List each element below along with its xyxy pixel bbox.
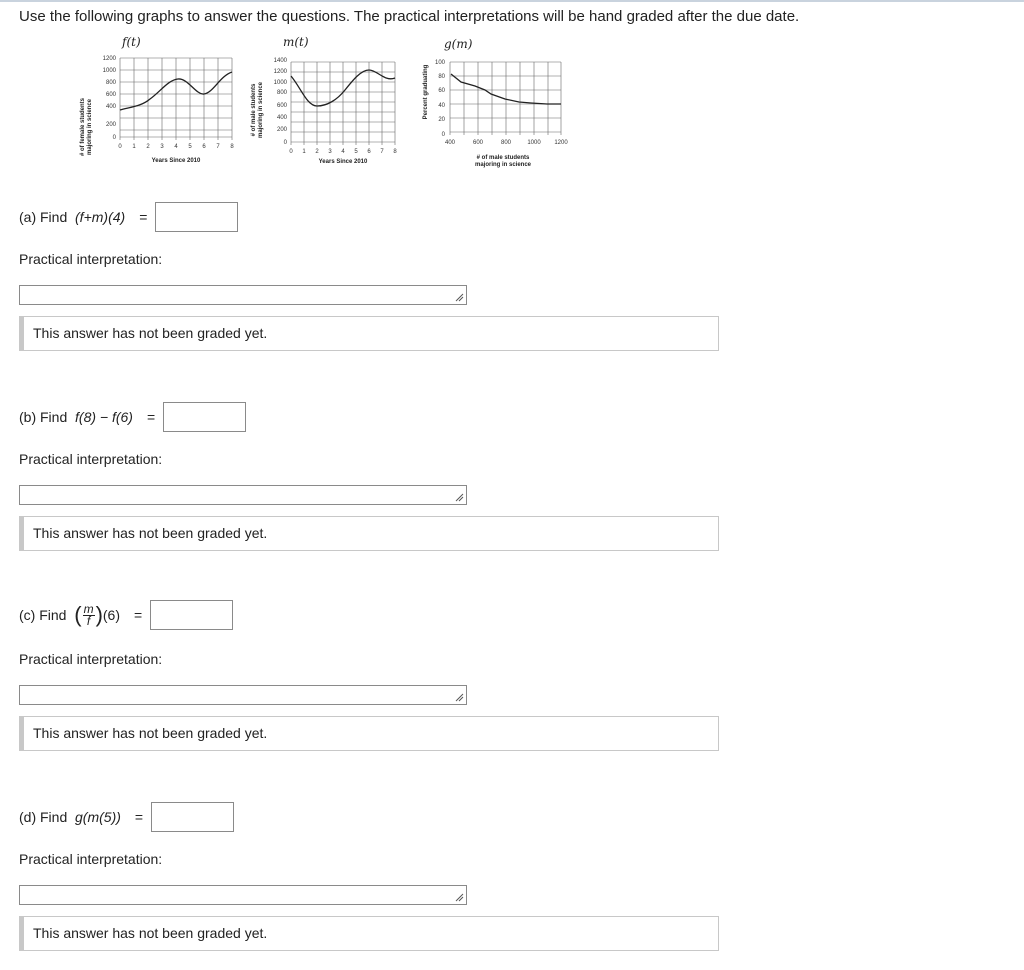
svg-text:60: 60 <box>438 88 445 94</box>
grading-status-b: This answer has not been graded yet. <box>19 516 719 551</box>
svg-text:2: 2 <box>315 149 319 155</box>
svg-text:5: 5 <box>188 144 192 150</box>
practical-label-b: Practical interpretation: <box>19 451 163 467</box>
graph-m-xlabel: Years Since 2010 <box>318 159 368 165</box>
svg-text:1200: 1200 <box>102 56 116 62</box>
svg-text:5: 5 <box>354 149 358 155</box>
svg-text:800: 800 <box>105 80 116 86</box>
question-a-prefix: (a) Find <box>19 209 76 225</box>
svg-text:3: 3 <box>160 144 164 150</box>
graph-g-ylabel: Percent graduating <box>423 64 429 120</box>
svg-text:0: 0 <box>118 144 122 150</box>
graph-m-ylabel-1: # of male students <box>251 83 257 137</box>
resize-grip-icon[interactable] <box>455 493 464 502</box>
svg-text:6: 6 <box>367 149 371 155</box>
svg-text:600: 600 <box>105 92 116 98</box>
graph-g <box>415 32 585 172</box>
svg-text:400: 400 <box>444 140 456 146</box>
svg-text:1: 1 <box>302 149 306 155</box>
graph-f-title: f(t) <box>122 35 141 49</box>
svg-text:8: 8 <box>230 144 234 150</box>
graph-m <box>245 32 415 172</box>
grading-status-c: This answer has not been graded yet. <box>19 716 719 751</box>
fraction-denominator: f <box>86 613 91 628</box>
interpretation-a-textarea[interactable] <box>19 285 467 305</box>
svg-text:8: 8 <box>393 149 397 155</box>
resize-grip-icon[interactable] <box>455 693 464 702</box>
svg-text:1200: 1200 <box>554 140 568 146</box>
question-d-prefix: (d) Find <box>19 809 76 825</box>
interpretation-c-textarea[interactable] <box>19 685 467 705</box>
resize-grip-icon[interactable] <box>455 893 464 902</box>
question-c-prefix: (c) Find <box>19 607 75 623</box>
instructions-text: Use the following graphs to answer the questions. The practical interpretations will be hand graded after the due date. <box>19 8 800 25</box>
svg-text:200: 200 <box>276 127 287 133</box>
graph-g-xlabel-2: majoring in science <box>474 162 532 168</box>
graph-f-ylabel-1: # of female students <box>80 97 86 157</box>
open-paren: ( <box>74 602 82 627</box>
svg-text:40: 40 <box>438 103 445 109</box>
question-a-expression: (f+m)(4) <box>75 209 126 225</box>
answer-a-input[interactable] <box>155 202 238 232</box>
grading-status-a: This answer has not been graded yet. <box>19 316 719 351</box>
graph-m-xticks <box>289 149 397 155</box>
svg-text:0: 0 <box>112 135 116 141</box>
question-c-argument: (6) <box>102 607 121 623</box>
graph-m-svg <box>245 32 415 172</box>
answer-d-input[interactable] <box>151 802 234 832</box>
graph-f-ylabel-2: majoring in science <box>87 98 93 156</box>
graph-f-xlabel: Years Since 2010 <box>151 158 201 164</box>
graph-f <box>76 32 246 172</box>
svg-text:100: 100 <box>434 60 445 66</box>
resize-grip-icon[interactable] <box>455 293 464 302</box>
graph-g-title: g(m) <box>444 37 473 51</box>
practical-label-d: Practical interpretation: <box>19 851 163 867</box>
question-b-equals: = <box>146 409 156 425</box>
question-b-expression: f(8) − f(6) <box>75 409 133 425</box>
graph-f-svg <box>76 32 246 172</box>
svg-text:800: 800 <box>276 90 287 96</box>
svg-text:4: 4 <box>341 149 345 155</box>
svg-text:7: 7 <box>216 144 220 150</box>
svg-text:600: 600 <box>276 103 287 109</box>
question-b-prefix: (b) Find <box>19 409 76 425</box>
svg-text:200: 200 <box>105 122 116 128</box>
graph-f-xticks <box>118 144 234 150</box>
svg-text:3: 3 <box>328 149 332 155</box>
answer-b-input[interactable] <box>163 402 246 432</box>
svg-text:1200: 1200 <box>273 69 287 75</box>
graph-g-xlabel-1: # of male students <box>476 155 530 161</box>
svg-text:1000: 1000 <box>527 140 541 146</box>
grading-status-d: This answer has not been graded yet. <box>19 916 719 951</box>
svg-text:0: 0 <box>289 149 293 155</box>
svg-text:4: 4 <box>174 144 178 150</box>
question-a-equals: = <box>139 209 148 225</box>
graph-f-yticks <box>103 56 117 141</box>
question-a <box>19 202 238 232</box>
graph-g-xticks <box>445 140 568 146</box>
svg-text:7: 7 <box>380 149 384 155</box>
svg-text:20: 20 <box>438 117 445 123</box>
svg-text:2: 2 <box>146 144 150 150</box>
practical-label-c: Practical interpretation: <box>19 651 163 667</box>
svg-text:0: 0 <box>283 140 287 146</box>
question-b <box>19 402 246 432</box>
svg-text:1400: 1400 <box>273 58 287 64</box>
practical-label-a: Practical interpretation: <box>19 251 163 267</box>
question-c-equals: = <box>134 607 143 623</box>
svg-text:600: 600 <box>472 140 484 146</box>
graph-m-yticks <box>274 58 288 146</box>
svg-text:400: 400 <box>276 115 287 121</box>
question-c-fraction <box>83 601 95 628</box>
interpretation-b-textarea[interactable] <box>19 485 467 505</box>
fraction-numerator: m <box>83 601 94 616</box>
svg-text:0: 0 <box>441 132 445 138</box>
graph-g-svg <box>415 32 585 172</box>
graph-m-ylabel-2: majoring in science <box>258 81 264 139</box>
svg-text:800: 800 <box>500 140 512 146</box>
svg-text:80: 80 <box>438 74 445 80</box>
svg-text:400: 400 <box>105 104 116 110</box>
close-paren: ) <box>95 602 103 627</box>
question-d-expression: g(m(5)) <box>75 809 121 825</box>
question-d <box>19 802 234 832</box>
answer-c-input[interactable] <box>150 600 233 630</box>
svg-text:1: 1 <box>132 144 136 150</box>
interpretation-d-textarea[interactable] <box>19 885 467 905</box>
graph-g-yticks <box>435 60 446 138</box>
graph-m-title: m(t) <box>283 35 309 49</box>
svg-text:1000: 1000 <box>273 80 287 86</box>
svg-text:1000: 1000 <box>102 68 116 74</box>
question-d-equals: = <box>134 809 144 825</box>
graph-f-grid <box>120 58 232 140</box>
question-c <box>19 600 233 630</box>
svg-text:6: 6 <box>202 144 206 150</box>
